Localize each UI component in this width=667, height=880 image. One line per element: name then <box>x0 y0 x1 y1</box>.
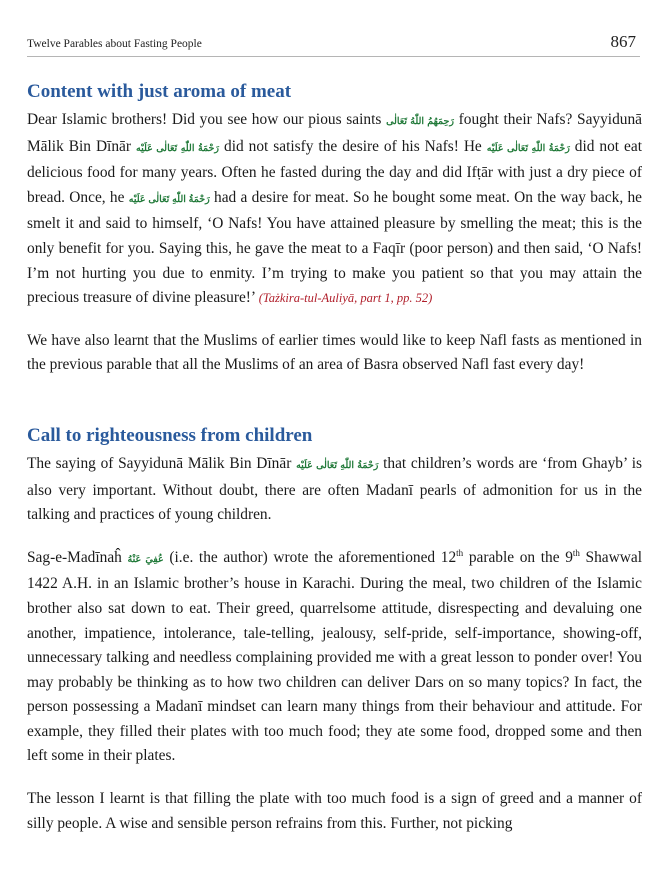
section-heading-aroma-of-meat: Content with just aroma of meat <box>27 81 292 102</box>
text: that children’s words are ‘from Ghayb’ is also very important. Without doubt, there are often Madanī pearls of admonition for us in the talking and practices of young children. <box>27 454 642 524</box>
text: Dear Islamic brothers! Did you see how our pious saints <box>27 111 382 128</box>
page-content <box>27 76 642 836</box>
honorific-calligraphy: رَحْمَةُ اللّٰهِ تَعَالٰى عَلَيْه <box>135 143 220 154</box>
text: fought their Nafs? Sayyidunā Mālik Bin Dīnār <box>27 111 642 155</box>
running-title: Twelve Parables about Fasting People <box>27 38 202 50</box>
paragraph-children-saying <box>27 452 642 528</box>
paragraph-author-account <box>27 546 642 769</box>
paragraph-nafl-fasts: We have also learnt that the Muslims of earlier times would like to keep Nafl fasts as mentioned in the previous parable that all the Muslims of an area of Basra observed Nafl fast every day! <box>27 331 642 374</box>
text: The saying of Sayyidunā Mālik Bin Dīnār <box>27 454 292 472</box>
ordinal-suffix: th <box>572 547 580 558</box>
honorific-calligraphy: رَحْمَةُ اللّٰهِ تَعَالٰى عَلَيْه <box>296 460 379 471</box>
text: did not satisfy the desire of his Nafs! He <box>224 137 482 155</box>
honorific-calligraphy: عُفِيَ عَنْهُ <box>127 554 164 565</box>
section-heading-children: Call to righteousness from children <box>27 424 313 446</box>
paragraph-lesson: The lesson I learnt is that filling the plate with too much food is a sign of greed and a manner of silly people. A wise and sensible person refrains from this. Further, not picking <box>27 790 642 832</box>
text: did not eat delicious food for many years. Often he fasted during the day and did Ifṭār with just a dry piece of bread. Once, he <box>27 137 642 206</box>
page-number: 867 <box>610 32 636 51</box>
text: Sag-e-Madīnaĥ <box>27 548 122 566</box>
text: Shawwal 1422 A.H. in an Islamic brother’s house in Karachi. During the meal, two children of the Islamic brother also sat down to eat. Their greed, quarrelsome attitude, disrespecting and devaluing one another, impatience, intolerance, tale-telling, jealousy, self-pride, self-importance, showing-off, unnecessary talking and needless complaining provided me with a great lesson to ponder over! You may probably be thinking as to how two children can deliver Dars on so many topics? In fact, the person possessing a Madanī mindset can learn many things from their behaviour and attitude. For example, they filled their plates with too much food; they ate some food, dropped some and then left some in their plates. <box>27 548 642 765</box>
honorific-calligraphy: رَحْمَةُ اللّٰهِ تَعَالٰى عَلَيْه <box>128 194 210 205</box>
text: (i.e. the author) wrote the aforementioned 12 <box>169 548 457 566</box>
honorific-calligraphy: رَحْمَةُ اللّٰهِ تَعَالٰى عَلَيْه <box>486 143 570 154</box>
paragraph-meat-story <box>27 108 642 311</box>
honorific-calligraphy: رَحِمَهُمُ اللّٰهُ تَعَالٰى <box>386 117 454 127</box>
text: had a desire for meat. So he bought some meat. On the way back, he smelt it and said to himself, ‘O Nafs! You have attained pleasure by smelling the meat; this is the only benefit for you. Saying this, he gave the meat to a Faqīr (poor person) and then said, ‘O Nafs! I’m not hurting you due to enmity. I’m trying to make you patient so that you may attain the precious treasure of divine pleasure!’ <box>27 188 642 307</box>
citation: (Tażkira-tul-Auliyā, part 1, pp. 52) <box>258 291 433 306</box>
running-header <box>27 32 640 57</box>
text: parable on the 9 <box>468 548 573 566</box>
ordinal-suffix: th <box>456 547 464 558</box>
